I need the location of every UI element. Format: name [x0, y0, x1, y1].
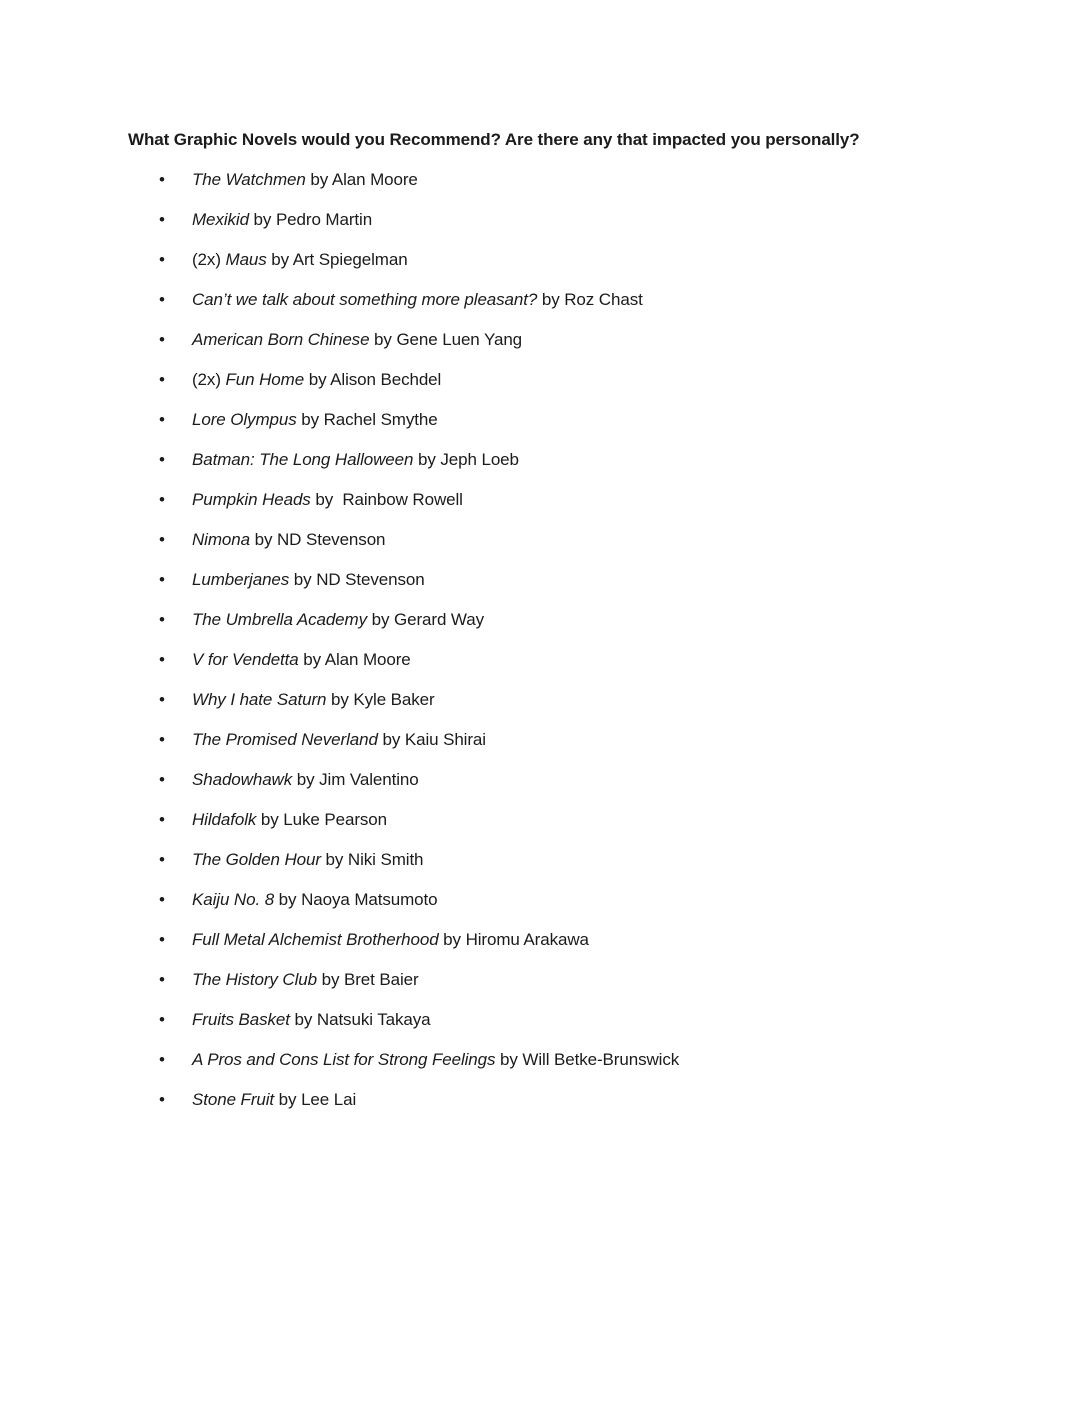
book-author: by Pedro Martin [248, 210, 373, 229]
list-item-text [192, 480, 463, 520]
book-author: by Niki Smith [320, 850, 424, 869]
list-item [0, 640, 1088, 680]
list-item [0, 960, 1088, 1000]
list-item [0, 800, 1088, 840]
bullet-icon: • [159, 850, 165, 869]
list-item [0, 920, 1088, 960]
book-author: by Bret Baier [317, 970, 419, 989]
list-item [0, 1000, 1088, 1040]
list-item-text [192, 520, 385, 560]
book-author: by Jeph Loeb [413, 450, 519, 469]
list-item [0, 760, 1088, 800]
bullet-icon: • [159, 770, 165, 789]
book-author: by Kaiu Shirai [377, 730, 486, 749]
bullet-icon: • [159, 1050, 165, 1069]
list-item [0, 720, 1088, 760]
bullet-icon: • [159, 490, 165, 509]
book-author: by Jim Valentino [292, 770, 419, 789]
book-author: by Art Spiegelman [266, 250, 408, 269]
list-item-text [192, 800, 387, 840]
list-item-text [192, 840, 423, 880]
list-item-text [192, 160, 418, 200]
list-item-text [192, 680, 435, 720]
bullet-icon: • [159, 290, 165, 309]
list-item-text [192, 320, 522, 360]
book-title: Lore Olympus [192, 410, 297, 429]
list-item-text [192, 200, 372, 240]
list-item-text [192, 1040, 679, 1080]
list-item [0, 1040, 1088, 1080]
bullet-icon: • [159, 610, 165, 629]
list-item-text [192, 280, 643, 320]
list-item [0, 160, 1088, 200]
list-item-text [192, 640, 411, 680]
bullet-icon: • [159, 890, 165, 909]
book-author: by Gene Luen Yang [369, 330, 523, 349]
list-item [0, 360, 1088, 400]
list-item [0, 880, 1088, 920]
book-title: American Born Chinese [192, 330, 370, 349]
list-item [0, 680, 1088, 720]
bullet-icon: • [159, 330, 165, 349]
book-author: by Rainbow Rowell [310, 490, 463, 509]
list-item [0, 240, 1088, 280]
book-title: Mexikid [192, 210, 249, 229]
list-item-text [192, 400, 438, 440]
bullet-icon: • [159, 570, 165, 589]
bullet-icon: • [159, 1090, 165, 1109]
book-title: The Promised Neverland [192, 730, 378, 749]
list-item-text [192, 1080, 356, 1120]
bullet-icon: • [159, 450, 165, 469]
bullet-icon: • [159, 930, 165, 949]
book-title: Full Metal Alchemist Brotherhood [192, 930, 439, 949]
book-author: by Alison Bechdel [304, 370, 442, 389]
book-title: Stone Fruit [192, 1090, 275, 1109]
book-title: Can’t we talk about something more pleasant? [192, 290, 538, 309]
list-item [0, 600, 1088, 640]
book-author: by Kyle Baker [326, 690, 435, 709]
book-author: by Gerard Way [367, 610, 485, 629]
list-item [0, 560, 1088, 600]
book-author: by Lee Lai [274, 1090, 357, 1109]
book-title: A Pros and Cons List for Strong Feelings [192, 1050, 496, 1069]
book-title: Batman: The Long Halloween [192, 450, 414, 469]
list-item-text [192, 720, 486, 760]
book-author: by Alan Moore [298, 650, 411, 669]
book-title: Pumpkin Heads [192, 490, 311, 509]
book-title: Maus [225, 250, 267, 269]
bullet-icon: • [159, 210, 165, 229]
book-title: Shadowhawk [192, 770, 293, 789]
book-title: Why I hate Saturn [192, 690, 327, 709]
bullet-icon: • [159, 170, 165, 189]
list-item-text [192, 600, 484, 640]
bullet-icon: • [159, 810, 165, 829]
list-item [0, 280, 1088, 320]
list-item [0, 520, 1088, 560]
bullet-icon: • [159, 370, 165, 389]
list-item-text [192, 880, 438, 920]
list-item [0, 480, 1088, 520]
list-item [0, 400, 1088, 440]
bullet-icon: • [159, 650, 165, 669]
list-item [0, 200, 1088, 240]
book-author: by Alan Moore [305, 170, 418, 189]
list-item-text [192, 360, 441, 400]
book-author: by Rachel Smythe [296, 410, 438, 429]
book-title: Nimona [192, 530, 250, 549]
book-title: The Golden Hour [192, 850, 321, 869]
book-author: by Will Betke-Brunswick [495, 1050, 680, 1069]
bullet-icon: • [159, 410, 165, 429]
list-item-text [192, 1000, 430, 1040]
book-title: Fun Home [225, 370, 305, 389]
list-item-text [192, 440, 519, 480]
book-title: Fruits Basket [192, 1010, 290, 1029]
book-title: V for Vendetta [192, 650, 299, 669]
list-item-text [192, 560, 425, 600]
book-title: Hildafolk [192, 810, 257, 829]
book-author: by Luke Pearson [256, 810, 388, 829]
book-author: by ND Stevenson [289, 570, 425, 589]
list-item-text [192, 760, 419, 800]
list-item-text [192, 960, 419, 1000]
page-title: What Graphic Novels would you Recommend? Are there any that impacted you personally? [128, 130, 860, 149]
book-author: by Natsuki Takaya [289, 1010, 431, 1029]
bullet-icon: • [159, 970, 165, 989]
book-title: Lumberjanes [192, 570, 290, 589]
bullet-icon: • [159, 730, 165, 749]
list-item-text [192, 920, 589, 960]
bullet-icon: • [159, 1010, 165, 1029]
book-title: The History Club [192, 970, 317, 989]
item-prefix: (2x) [192, 250, 226, 269]
list-item-text [192, 240, 408, 280]
list-item [0, 840, 1088, 880]
book-author: by ND Stevenson [249, 530, 386, 549]
item-prefix: (2x) [192, 370, 226, 389]
book-author: by Hiromu Arakawa [438, 930, 589, 949]
list-item [0, 440, 1088, 480]
list-item [0, 320, 1088, 360]
recommend-list [0, 160, 1088, 1120]
bullet-icon: • [159, 250, 165, 269]
list-item [0, 1080, 1088, 1120]
book-title: Kaiju No. 8 [192, 890, 275, 909]
bullet-icon: • [159, 530, 165, 549]
bullet-icon: • [159, 690, 165, 709]
book-author: by Roz Chast [537, 290, 643, 309]
book-title: The Watchmen [192, 170, 306, 189]
book-author: by Naoya Matsumoto [274, 890, 438, 909]
book-title: The Umbrella Academy [192, 610, 367, 629]
